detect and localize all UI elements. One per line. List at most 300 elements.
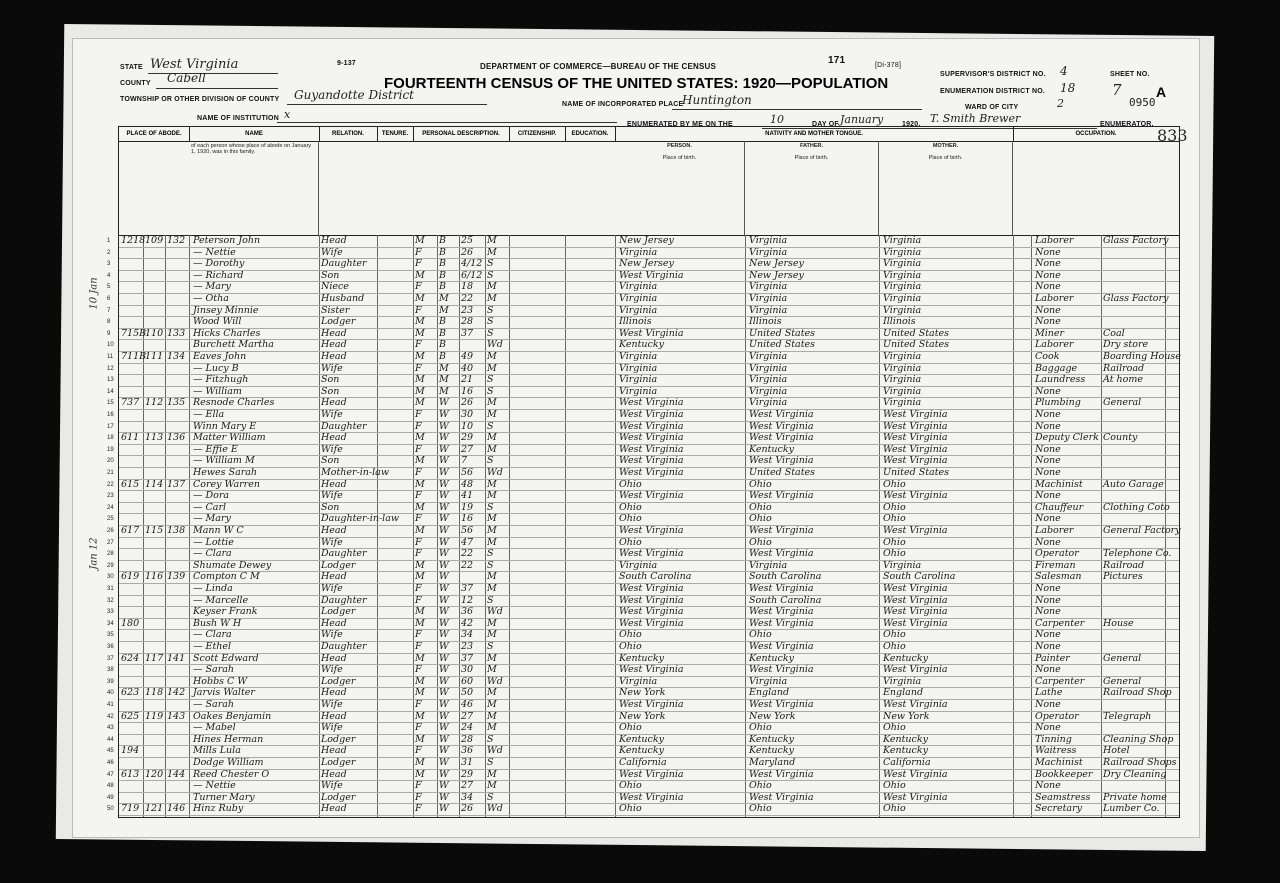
group-relation: RELATION.: [319, 127, 378, 142]
cell-rel: Wife: [321, 409, 343, 420]
cell-name: Reed Chester O: [193, 768, 270, 780]
cell-mbp: Virginia: [883, 351, 922, 362]
line-number: 24: [107, 504, 114, 511]
cell-name: Hinz Ruby: [193, 803, 244, 815]
cell-sex: F: [415, 583, 422, 594]
township-label: TOWNSHIP OR OTHER DIVISION OF COUNTY: [120, 96, 280, 103]
cell-ms: S: [487, 594, 494, 606]
cell-age: 30: [461, 664, 474, 676]
cell-name: — Clara: [193, 548, 232, 560]
cell-bp: New York: [619, 710, 666, 722]
cell-rel: Niece: [321, 281, 349, 293]
cell-race: B: [439, 246, 446, 258]
line-number: 7: [107, 307, 111, 314]
cell-ind: Glass Factory: [1103, 293, 1169, 304]
cell-age: 36: [461, 745, 474, 757]
cell-sex: M: [415, 687, 425, 699]
line-number: 30: [107, 574, 114, 581]
cell-sex: M: [415, 675, 425, 687]
cell-race: W: [439, 571, 449, 583]
cell-house: 619: [121, 571, 140, 583]
cell-ms: Wd: [487, 745, 503, 757]
cell-occ: None: [1035, 467, 1061, 478]
cell-bp: West Virginia: [619, 768, 684, 780]
cell-name: Scott Edward: [193, 652, 259, 664]
cell-ms: S: [487, 559, 494, 571]
cell-ms: M: [487, 293, 497, 304]
cell-mbp: Ohio: [883, 513, 906, 525]
cell-sex: F: [415, 745, 422, 757]
cell-ms: S: [487, 757, 494, 768]
cell-name: — Sarah: [193, 699, 235, 710]
cell-sex: F: [415, 513, 422, 525]
cell-occ: None: [1035, 420, 1061, 432]
cell-bp: South Carolina: [619, 571, 692, 583]
cell-age: 16: [461, 513, 474, 525]
cell-race: W: [439, 652, 449, 664]
cell-name: Bush W H: [193, 617, 242, 629]
cell-fbp: Kentucky: [749, 443, 794, 455]
cell-race: W: [439, 641, 449, 652]
line-number: 15: [107, 400, 114, 407]
cell-age: 49: [461, 351, 474, 362]
state-label: STATE: [120, 64, 143, 71]
line-number: 1: [107, 238, 111, 244]
cell-sex: F: [415, 443, 422, 455]
cell-race: W: [439, 687, 449, 699]
cell-name: Oakes Benjamin: [193, 710, 272, 722]
cell-sex: F: [415, 246, 422, 258]
cell-bp: Virginia: [619, 246, 658, 258]
cell-ms: Wd: [487, 467, 503, 478]
cell-ind: Railroad Shop: [1103, 687, 1172, 699]
cell-occ: None: [1035, 409, 1061, 420]
cell-race: W: [439, 525, 449, 536]
line-number: 36: [107, 644, 114, 650]
county-value: Cabell: [167, 71, 206, 85]
group-occupation: OCCUPATION.: [1013, 127, 1179, 142]
cell-occ: Baggage: [1035, 362, 1078, 374]
cell-ms: M: [487, 351, 497, 362]
sheet-letter: A: [1156, 84, 1167, 100]
cell-occ: Miner: [1035, 327, 1065, 339]
cell-ms: M: [487, 490, 497, 502]
cell-ms: M: [487, 699, 497, 710]
cell-sex: M: [415, 293, 425, 304]
cell-age: 42: [461, 617, 474, 629]
cell-ind: County: [1103, 432, 1138, 444]
cell-sex: F: [415, 780, 422, 792]
cell-ind: Telephone Co.: [1103, 548, 1172, 560]
cell-rel: Wife: [321, 664, 343, 676]
cell-bp: West Virginia: [619, 594, 684, 606]
cell-sex: M: [415, 559, 425, 571]
page-number: 171: [828, 55, 846, 66]
cell-occ: Operator: [1035, 710, 1079, 722]
cell-ms: S: [487, 327, 494, 339]
cell-ms: M: [487, 617, 497, 629]
cell-ms: Wd: [487, 803, 503, 815]
cell-name: — Effie E: [193, 443, 238, 455]
cell-bp: Kentucky: [619, 745, 664, 757]
cell-mbp: West Virginia: [883, 664, 948, 676]
cell-mbp: Kentucky: [883, 652, 928, 664]
cell-sex: F: [415, 490, 422, 502]
cell-occ: None: [1035, 722, 1061, 734]
cell-dw: 121: [145, 803, 164, 815]
cell-race: B: [439, 269, 446, 281]
cell-fbp: Virginia: [749, 559, 788, 571]
cell-fbp: West Virginia: [749, 583, 814, 594]
cell-age: 7: [461, 455, 468, 467]
line-number: 5: [107, 284, 111, 291]
cell-rel: Head: [321, 617, 347, 629]
cell-name: Wood Will: [193, 316, 242, 328]
cell-race: W: [439, 629, 449, 641]
cell-ms: S: [487, 791, 494, 803]
cell-age: 26: [461, 397, 474, 409]
cell-ind: Boarding House: [1103, 351, 1181, 362]
cell-name: — Mary: [193, 513, 231, 525]
cell-occ: None: [1035, 258, 1061, 270]
cell-bp: Ohio: [619, 478, 642, 490]
cell-fbp: Ohio: [749, 513, 772, 525]
cell-bp: Ohio: [619, 629, 642, 641]
day-of-label: DAY OF: [812, 121, 839, 128]
cell-bp: West Virginia: [619, 791, 684, 803]
cell-fbp: Virginia: [749, 246, 788, 258]
line-number: 40: [107, 690, 114, 697]
cell-ind: General Factory: [1103, 525, 1181, 536]
cell-bp: Ohio: [619, 780, 642, 792]
census-table: [107, 126, 1181, 818]
cell-fam: 136: [167, 432, 186, 444]
cell-dw: 115: [145, 525, 164, 536]
cell-fam: 135: [167, 397, 186, 409]
line-number: 50: [107, 806, 114, 813]
line-number: 28: [107, 551, 114, 558]
cell-house: 711B: [121, 351, 147, 362]
cell-fbp: South Carolina: [749, 594, 822, 606]
cell-fbp: Ohio: [749, 501, 772, 513]
cell-rel: Head: [321, 710, 347, 722]
cell-rel: Lodger: [321, 791, 356, 803]
cell-sex: F: [415, 420, 422, 432]
cell-age: 22: [461, 559, 474, 571]
line-number: 17: [107, 423, 114, 430]
cell-name: — Lucy B: [193, 362, 239, 374]
cell-ms: M: [487, 478, 497, 490]
cell-occ: Machinist: [1035, 757, 1083, 768]
cell-occ: Carpenter: [1035, 617, 1085, 629]
cell-sex: F: [415, 594, 422, 606]
cell-mbp: Virginia: [883, 235, 922, 246]
cell-name: — Sarah: [193, 664, 235, 676]
cell-fam: 137: [167, 478, 186, 490]
cell-occ: None: [1035, 269, 1061, 281]
cell-fbp: Virginia: [749, 235, 788, 246]
cell-name: — Dora: [193, 490, 230, 502]
cell-occ: None: [1035, 246, 1061, 258]
cell-race: W: [439, 675, 449, 687]
cell-race: B: [439, 235, 446, 246]
cell-sex: M: [415, 455, 425, 467]
cell-age: 21: [461, 374, 474, 386]
cell-ind: Lumber Co.: [1103, 803, 1160, 815]
line-number: 43: [107, 725, 114, 732]
cell-bp: Virginia: [619, 675, 658, 687]
cell-mbp: Ohio: [883, 478, 906, 490]
person-subhead: PERSON. Place of birth.: [615, 141, 745, 235]
cell-race: W: [439, 513, 449, 525]
cell-mbp: Ohio: [883, 629, 906, 641]
cell-mbp: Virginia: [883, 258, 922, 270]
cell-rel: Wife: [321, 583, 343, 594]
line-number: 20: [107, 458, 114, 465]
cell-sex: F: [415, 699, 422, 710]
cell-ms: Wd: [487, 339, 503, 351]
cell-house: 737: [121, 397, 140, 409]
cell-ind: Dry Cleaning: [1103, 768, 1167, 780]
cell-rel: Head: [321, 745, 347, 757]
cell-ind: House: [1103, 617, 1134, 629]
cell-rel: Daughter: [321, 548, 367, 560]
cell-ms: M: [487, 525, 497, 536]
cell-house: 615: [121, 478, 140, 490]
cell-dw: 109: [145, 235, 164, 246]
cell-sex: M: [415, 478, 425, 490]
cell-name: — Ethel: [193, 641, 232, 652]
cell-race: W: [439, 768, 449, 780]
cell-fbp: West Virginia: [749, 420, 814, 432]
line-number: 42: [107, 713, 114, 720]
cell-mbp: Virginia: [883, 281, 922, 293]
cell-occ: Deputy Clerk: [1035, 432, 1099, 444]
cell-fbp: Virginia: [749, 675, 788, 687]
year-label: 1920.: [902, 121, 921, 128]
cell-sex: M: [415, 710, 425, 722]
cell-bp: West Virginia: [619, 443, 684, 455]
cell-sex: F: [415, 791, 422, 803]
cell-name: Mills Lula: [193, 745, 241, 757]
census-sheet: [72, 38, 1200, 838]
cell-name: — William M: [193, 455, 255, 467]
cell-mbp: West Virginia: [883, 432, 948, 444]
cell-fbp: Maryland: [749, 757, 796, 768]
cell-occ: None: [1035, 281, 1061, 293]
cell-ms: M: [487, 722, 497, 734]
cell-sex: F: [415, 467, 422, 478]
cell-rel: Wife: [321, 362, 343, 374]
cell-sex: F: [415, 339, 422, 351]
cell-sex: M: [415, 397, 425, 409]
line-number: 10: [107, 342, 114, 349]
cell-bp: West Virginia: [619, 397, 684, 409]
cell-rel: Head: [321, 432, 347, 444]
cell-mbp: West Virginia: [883, 617, 948, 629]
cell-fbp: Virginia: [749, 351, 788, 362]
cell-name: Compton C M: [193, 571, 260, 583]
cell-dw: 113: [145, 432, 164, 444]
cell-age: 6/12: [461, 269, 483, 281]
line-number: 25: [107, 516, 114, 523]
county-label: COUNTY: [120, 80, 151, 87]
cell-sex: F: [415, 722, 422, 734]
cell-ind: Cleaning Shop: [1103, 733, 1174, 745]
cell-rel: Head: [321, 397, 347, 409]
cell-bp: Kentucky: [619, 652, 664, 664]
cell-age: 48: [461, 478, 474, 490]
cell-name: Eaves John: [193, 351, 247, 362]
cell-sex: M: [415, 235, 425, 246]
group-name: NAME: [189, 127, 320, 142]
cell-sex: F: [415, 304, 422, 316]
cell-ms: S: [487, 374, 494, 386]
cell-ms: M: [487, 513, 497, 525]
cell-bp: New Jersey: [619, 258, 674, 270]
cell-ind: Railroad Shops: [1103, 757, 1177, 768]
cell-fbp: Ohio: [749, 780, 772, 792]
cell-race: W: [439, 397, 449, 409]
cell-house: 1218: [121, 235, 146, 246]
cell-ms: M: [487, 687, 497, 699]
cell-name: Burchett Martha: [193, 339, 274, 351]
cell-occ: None: [1035, 699, 1061, 710]
cell-dw: 112: [145, 397, 164, 409]
cell-race: B: [439, 327, 446, 339]
cell-fam: 143: [167, 710, 186, 722]
mother-subhead: MOTHER. Place of birth.: [879, 141, 1013, 235]
cell-ms: S: [487, 501, 494, 513]
cell-mbp: Virginia: [883, 374, 922, 386]
cell-race: W: [439, 559, 449, 571]
cell-sex: M: [415, 385, 425, 397]
cell-ms: S: [487, 548, 494, 560]
cell-rel: Wife: [321, 490, 343, 502]
line-number: 16: [107, 412, 114, 418]
cell-occ: Secretary: [1035, 803, 1083, 815]
cell-age: 24: [461, 722, 474, 734]
cell-age: 27: [461, 780, 474, 792]
cell-race: W: [439, 432, 449, 444]
cell-race: W: [439, 745, 449, 757]
cell-race: W: [439, 420, 449, 432]
cell-rel: Head: [321, 339, 347, 351]
cell-age: 10: [461, 420, 474, 432]
cell-fbp: United States: [749, 467, 816, 478]
enumerated-label: ENUMERATED BY ME ON THE: [627, 121, 733, 128]
cell-name: Jarvis Walter: [193, 687, 255, 699]
cell-mbp: West Virginia: [883, 490, 948, 502]
cell-dw: 110: [145, 327, 164, 339]
cell-ms: M: [487, 652, 497, 664]
institution-label: NAME OF INSTITUTION: [197, 115, 279, 122]
cell-occ: Laborer: [1035, 293, 1074, 304]
cell-age: 30: [461, 409, 474, 420]
cell-mbp: Virginia: [883, 362, 922, 374]
cell-rel: Head: [321, 768, 347, 780]
cell-mbp: Kentucky: [883, 745, 928, 757]
cell-fbp: Kentucky: [749, 652, 794, 664]
cell-fbp: West Virginia: [749, 490, 814, 502]
cell-name: Corey Warren: [193, 478, 260, 490]
form-code: [Di-378]: [875, 62, 902, 69]
cell-rel: Daughter-in-law: [321, 513, 399, 525]
cell-race: W: [439, 536, 449, 548]
cell-house: 613: [121, 768, 140, 780]
cell-name: — Mabel: [193, 722, 236, 734]
cell-occ: None: [1035, 455, 1061, 467]
cell-occ: None: [1035, 629, 1061, 641]
cell-ind: General: [1103, 675, 1142, 687]
cell-mbp: United States: [883, 339, 950, 351]
line-number: 11: [107, 354, 114, 360]
cell-ind: Hotel: [1103, 745, 1130, 757]
line-number: 47: [107, 771, 114, 778]
cell-age: 40: [461, 362, 474, 374]
cell-fbp: Virginia: [749, 281, 788, 293]
cell-name: Shumate Dewey: [193, 559, 272, 571]
cell-house: 611: [121, 432, 140, 444]
cell-rel: Wife: [321, 443, 343, 455]
line-number: 49: [107, 794, 114, 801]
cell-occ: None: [1035, 780, 1061, 792]
cell-fbp: Virginia: [749, 304, 788, 316]
cell-mbp: Virginia: [883, 304, 922, 316]
cell-race: W: [439, 478, 449, 490]
cell-race: M: [439, 362, 449, 374]
cell-fbp: West Virginia: [749, 617, 814, 629]
cell-occ: Chauffeur: [1035, 501, 1084, 513]
line-number: 45: [107, 748, 114, 755]
cell-race: W: [439, 664, 449, 676]
cell-sex: F: [415, 536, 422, 548]
cell-sex: M: [415, 617, 425, 629]
cell-name: Matter William: [193, 432, 266, 444]
cell-sex: M: [415, 652, 425, 664]
cell-age: 18: [461, 281, 474, 293]
cell-rel: Son: [321, 455, 340, 467]
cell-ind: Coal: [1103, 327, 1125, 339]
census-title: FOURTEENTH CENSUS OF THE UNITED STATES: 1920—POPULATION: [384, 75, 889, 92]
cell-occ: Cook: [1035, 351, 1060, 362]
stamp-number: 0950: [1129, 96, 1156, 109]
cell-rel: Lodger: [321, 316, 356, 328]
enumerator-name: T. Smith Brewer: [930, 112, 1021, 125]
cell-fbp: West Virginia: [749, 606, 814, 618]
incorporated-label: NAME OF INCORPORATED PLACE: [562, 101, 684, 108]
cell-dw: 117: [145, 652, 164, 664]
cell-rel: Son: [321, 374, 340, 386]
line-number: 44: [107, 736, 114, 743]
cell-race: W: [439, 803, 449, 815]
cell-occ: Bookkeeper: [1035, 768, 1093, 780]
cell-bp: West Virginia: [619, 699, 684, 710]
cell-fam: 141: [167, 652, 186, 664]
cell-rel: Head: [321, 687, 347, 699]
group-nativity: NATIVITY AND MOTHER TONGUE.: [615, 127, 1014, 142]
cell-race: B: [439, 316, 446, 328]
form-number: 9-137: [337, 60, 356, 67]
line-number: 3: [107, 261, 111, 268]
cell-mbp: Ohio: [883, 536, 906, 548]
line-number: 21: [107, 470, 114, 476]
cell-mbp: Virginia: [883, 675, 922, 687]
cell-bp: Virginia: [619, 385, 658, 397]
cell-fbp: Virginia: [749, 397, 788, 409]
cell-fam: 138: [167, 525, 186, 536]
cell-age: 34: [461, 791, 474, 803]
